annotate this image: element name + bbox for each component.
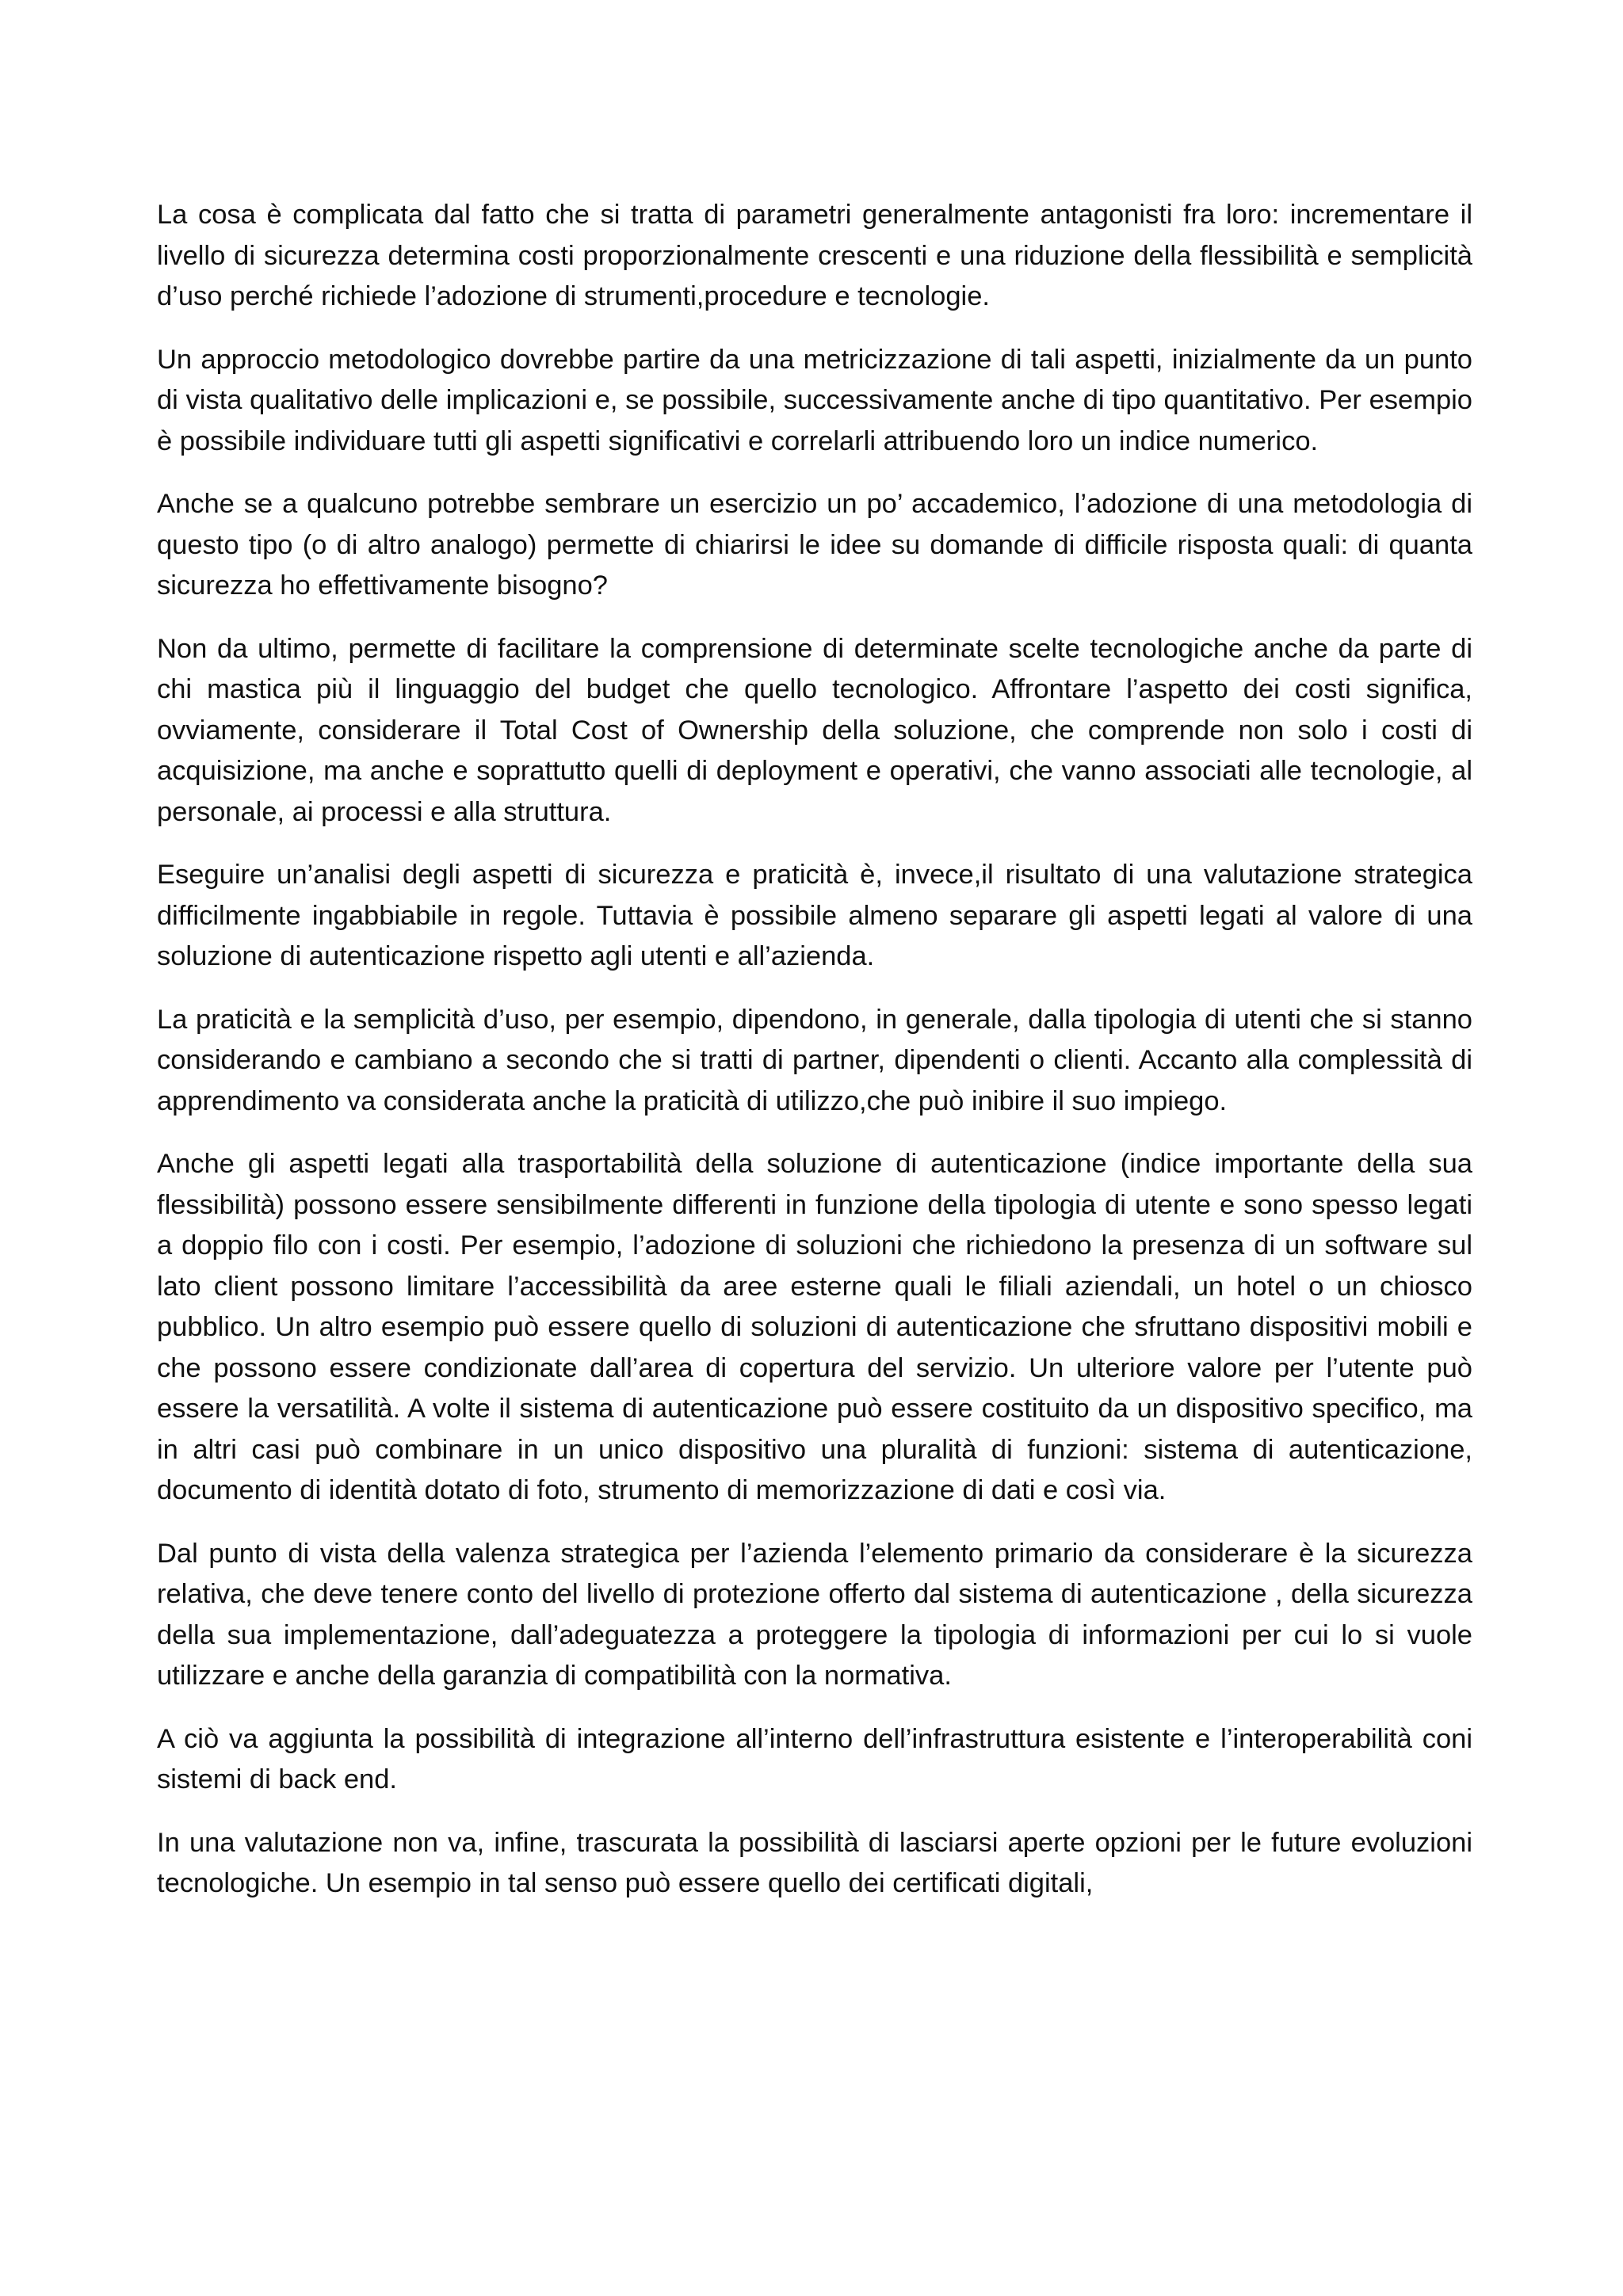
paragraph-7: Anche gli aspetti legati alla trasportabilità della soluzione di autenticazione (indice importante della sua flessibilità) possono essere sensibilmente differenti in funzione della tipologia di utente e sono spesso legati a doppio filo con i costi. Per esempio, l’adozione di soluzioni che richiedono la presenza di un software sul lato client possono limitare l’accessibilità da aree esterne quali le filiali aziendali, un hotel o un chiosco pubblico. Un altro esempio può essere quello di soluzioni di autenticazione che sfruttano dispositivi mobili e che possono essere condizionate dall’area di copertura del servizio. Un ulteriore valore per l’utente può essere la versatilità. A volte il sistema di autenticazione può essere costituito da un dispositivo specifico, ma in altri casi può combinare in un unico dispositivo una pluralità di funzioni: sistema di autenticazione, documento di identità dotato di foto, strumento di memorizzazione di dati e così via. [157,1149,1472,1505]
paragraph-2: Un approccio metodologico dovrebbe partire da una metricizzazione di tali aspetti, inizialmente da un punto di vista qualitativo delle implicazioni e, se possibile, successivamente anche di tipo quantitativo. Per esempio è possibile individuare tutti gli aspetti significativi e correlarli attribuendo loro un indice numerico. [157,344,1472,456]
paragraph-6: La praticità e la semplicità d’uso, per esempio, dipendono, in generale, dalla tipologia di utenti che si stanno considerando e cambiano a secondo che si tratti di partner, dipendenti o clienti. Accanto alla complessità di apprendimento va considerata anche la praticità di utilizzo,che può inibire il suo impiego. [157,1004,1472,1116]
paragraph-5: Eseguire un’analisi degli aspetti di sicurezza e praticità è, invece,il risultato di una valutazione strategica difficilmente ingabbiabile in regole. Tuttavia è possibile almeno separare gli aspetti legati al valore di una soluzione di autenticazione rispetto agli utenti e all’azienda. [157,860,1472,971]
paragraph-8: Dal punto di vista della valenza strategica per l’azienda l’elemento primario da considerare è la sicurezza relativa, che deve tenere conto del livello di protezione offerto dal sistema di autenticazione , della sicurezza della sua implementazione, dall’adeguatezza a proteggere la tipologia di informazioni per cui lo si vuole utilizzare e anche della garanzia di compatibilità con la normativa. [157,1538,1472,1691]
paragraph-4: Non da ultimo, permette di facilitare la comprensione di determinate scelte tecnologiche anche da parte di chi mastica più il linguaggio del budget che quello tecnologico. Affrontare l’aspetto dei costi significa, ovviamente, considerare il Total Cost of Ownership della soluzione, che comprende non solo i costi di acquisizione, ma anche e soprattutto quelli di deployment e operativi, che vanno associati alle tecnologie, al personale, ai processi e alla struttura. [157,633,1472,827]
paragraph-3: Anche se a qualcuno potrebbe sembrare un esercizio un po’ accademico, l’adozione di una metodologia di questo tipo (o di altro analogo) permette di chiarirsi le idee su domande di difficile risposta quali: di quanta sicurezza ho effettivamente bisogno? [157,489,1472,601]
paragraph-1: La cosa è complicata dal fatto che si tratta di parametri generalmente antagonisti fra loro: incrementare il livello di sicurezza determina costi proporzionalmente crescenti e una riduzione della flessibilità e semplicità d’uso perché richiede l’adozione di strumenti,procedure e tecnologie. [157,200,1472,311]
document-body [157,195,1472,1927]
paragraph-9: A ciò va aggiunta la possibilità di integrazione all’interno dell’infrastruttura esistente e l’interoperabilità coni sistemi di back end. [157,1723,1472,1794]
paragraph-10: In una valutazione non va, infine, trascurata la possibilità di lasciarsi aperte opzioni per le future evoluzioni tecnologiche. Un esempio in tal senso può essere quello dei certificati digitali, [157,1827,1472,1898]
